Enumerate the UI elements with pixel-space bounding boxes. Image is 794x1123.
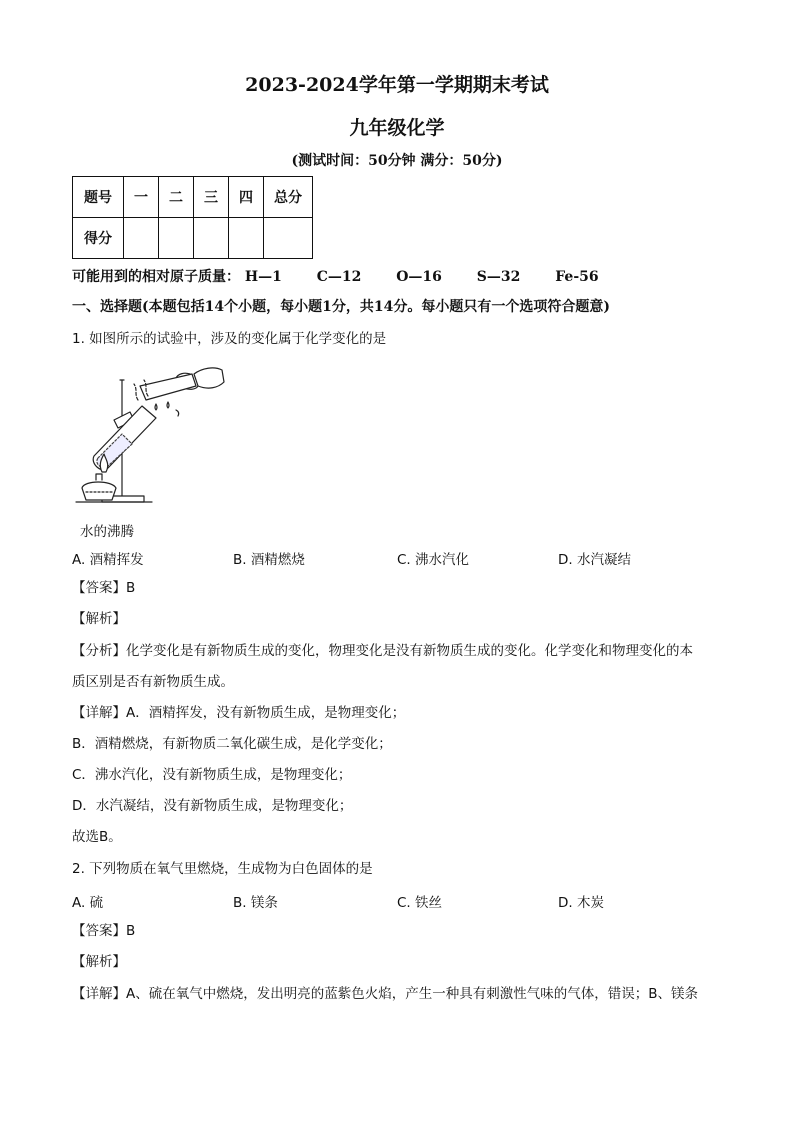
answer-label: 【答案】B	[72, 923, 136, 939]
score-table-cell	[264, 218, 313, 259]
detail-text: C．沸水汽化，没有新物质生成，是物理变化；	[72, 767, 352, 783]
score-table-cell: 一	[124, 177, 159, 218]
exam-title: 2023-2024学年第一学期期末考试	[245, 74, 549, 96]
question-stem: 2. 下列物质在氧气里燃烧，生成物为白色固体的是	[72, 861, 373, 877]
analysis-label: 【解析】	[72, 611, 126, 627]
atomic-mass-label: 可能用到的相对原子质量：	[72, 269, 240, 285]
section-header: 一、选择题(本题包括14个小题，每小题1分，共14分。每小题只有一个选项符合题意)	[72, 299, 610, 315]
score-table-cell: 题号	[73, 177, 124, 218]
score-table-cell: 三	[194, 177, 229, 218]
score-table-cell	[159, 218, 194, 259]
analysis-text: 质区别是否有新物质生成。	[72, 674, 234, 690]
score-table-cell: 四	[229, 177, 264, 218]
exam-subject: 九年级化学	[349, 117, 445, 139]
atomic-mass-item: O—16	[396, 269, 442, 285]
option-a: A. 酒精挥发	[72, 552, 144, 568]
detail-text: D．水汽凝结，没有新物质生成，是物理变化；	[72, 798, 353, 814]
score-table-cell	[229, 218, 264, 259]
option-c: C. 铁丝	[397, 895, 443, 911]
score-table-cell: 总分	[264, 177, 313, 218]
detail-text: 【详解】A．酒精挥发，没有新物质生成，是物理变化；	[72, 705, 406, 721]
option-d: D. 水汽凝结	[558, 552, 631, 568]
detail-text: B．酒精燃烧，有新物质二氧化碳生成，是化学变化；	[72, 736, 392, 752]
score-table-score-row	[73, 218, 313, 259]
atomic-mass-line	[72, 268, 599, 286]
atomic-mass-item: Fe-56	[555, 269, 599, 285]
option-a: A. 硫	[72, 895, 104, 911]
exam-info: (测试时间：50分钟 满分：50分)	[291, 153, 503, 169]
score-table-header-row	[73, 177, 313, 218]
score-table-cell	[124, 218, 159, 259]
option-c: C. 沸水汽化	[397, 552, 470, 568]
atomic-mass-item: S—32	[476, 269, 521, 285]
conclusion-text: 故选B。	[72, 829, 122, 845]
boiling-water-figure	[72, 360, 227, 520]
option-b: B. 酒精燃烧	[233, 552, 305, 568]
score-table-cell	[194, 218, 229, 259]
score-table	[72, 176, 313, 259]
atomic-mass-item: H—1	[244, 269, 282, 285]
option-d: D. 木炭	[558, 895, 604, 911]
answer-label: 【答案】B	[72, 580, 136, 596]
analysis-label: 【解析】	[72, 954, 126, 970]
figure-caption: 水的沸腾	[80, 524, 134, 540]
question-stem: 1. 如图所示的试验中，涉及的变化属于化学变化的是	[72, 331, 387, 347]
analysis-text: 【分析】化学变化是有新物质生成的变化，物理变化是没有新物质生成的变化。化学变化和物理变化的本	[72, 643, 693, 659]
score-table-cell: 得分	[73, 218, 124, 259]
atomic-mass-item: C—12	[316, 269, 362, 285]
score-table-cell: 二	[159, 177, 194, 218]
option-b: B. 镁条	[233, 895, 278, 911]
detail-text: 【详解】A、硫在氧气中燃烧，发出明亮的蓝紫色火焰，产生一种具有刺激性气味的气体，错误；B、镁条	[72, 986, 698, 1002]
